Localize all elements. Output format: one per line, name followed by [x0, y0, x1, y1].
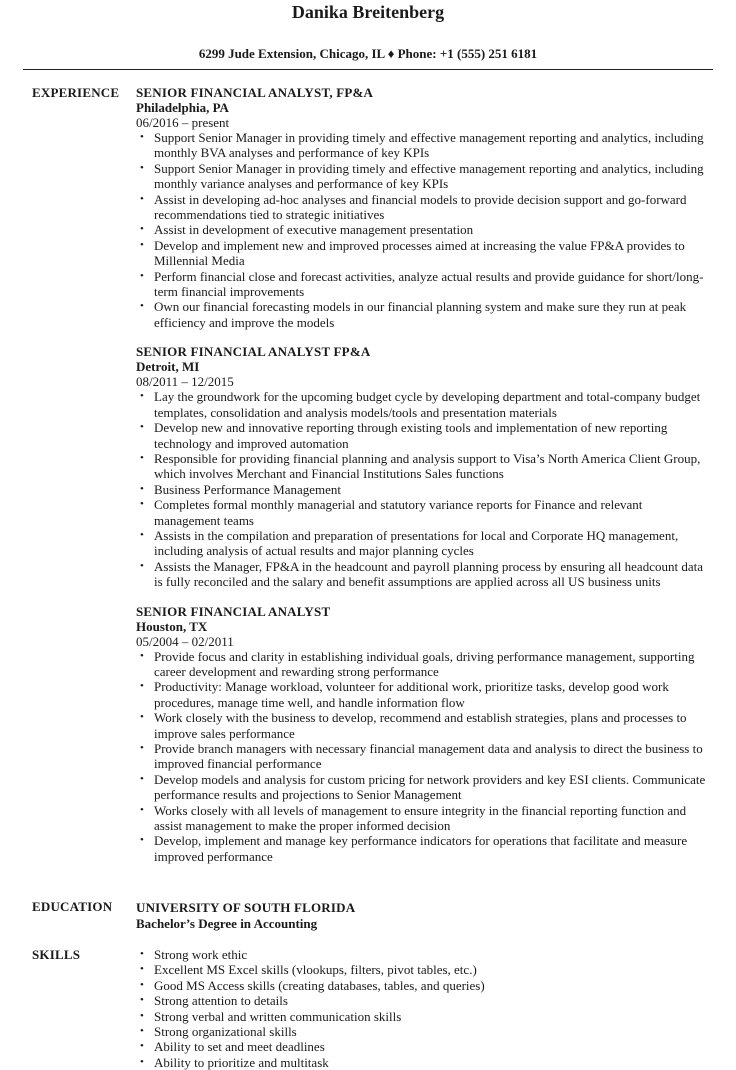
- job-title: SENIOR FINANCIAL ANALYST FP&A: [136, 344, 371, 360]
- bullet-icon: •: [140, 803, 144, 816]
- bullet-icon: •: [140, 161, 144, 174]
- resume-name: Danika Breitenberg: [291, 2, 445, 22]
- bullet-text: Works closely with all levels of management to ensure integrity in the financial reporting function and assist management to make the proper informed decision: [154, 802, 687, 834]
- skill-text: Good MS Access skills (creating databases, tables, and queries): [154, 977, 485, 993]
- bullet-icon: •: [140, 978, 144, 991]
- skills-heading: SKILLS: [32, 947, 81, 962]
- bullet-item: [136, 833, 711, 864]
- bullet-item: [136, 559, 711, 590]
- skill-item: [136, 993, 711, 1008]
- bullet-icon: •: [140, 223, 144, 236]
- bullet-icon: •: [140, 649, 144, 662]
- education-degree: Bachelor’s Degree in Accounting: [136, 916, 318, 931]
- bullet-item: [136, 269, 711, 300]
- bullet-icon: •: [140, 238, 144, 251]
- skill-item: [136, 1039, 711, 1054]
- bullet-item: [136, 238, 711, 269]
- contact-line: 6299 Jude Extension, Chicago, IL ♦ Phone: +1 (555) 251 6181: [198, 46, 538, 61]
- bullet-text: Support Senior Manager in providing timely and effective management reporting and analytics, including monthly variance analyses and performance of key KPIs: [154, 160, 704, 192]
- bullet-item: [136, 299, 711, 330]
- job-location: Philadelphia, PA: [136, 100, 229, 115]
- bullet-icon: •: [140, 994, 144, 1007]
- bullet-text: Responsible for providing financial planning and analysis support to Visa’s North America Client Group, which involves Merchant and Financial Institutions Sales functions: [154, 450, 701, 482]
- bullet-item: [136, 192, 711, 223]
- job-bullets: [136, 649, 711, 865]
- bullet-item: [136, 679, 711, 710]
- bullet-icon: •: [140, 963, 144, 976]
- bullet-icon: •: [140, 772, 144, 785]
- bullet-text: Develop models and analysis for custom pricing for network providers and key ESI clients. Communicate performance results and projections to Senior Management: [154, 771, 706, 803]
- job-title: SENIOR FINANCIAL ANALYST, FP&A: [136, 85, 374, 100]
- bullet-item: [136, 130, 711, 161]
- bullet-icon: •: [140, 131, 144, 143]
- bullet-icon: •: [140, 1025, 144, 1038]
- skill-text: Strong organizational skills: [154, 1024, 297, 1040]
- job-bullets: [136, 389, 711, 589]
- job-location: Detroit, MI: [136, 359, 200, 375]
- bullet-icon: •: [140, 1009, 144, 1022]
- bullet-icon: •: [140, 528, 144, 541]
- bullet-text: Completes formal monthly managerial and statutory variance reports for Finance and relevant management teams: [154, 497, 643, 528]
- bullet-text: Perform financial close and forecast activities, analyze actual results and provide guidance for short/long-term financial improvements: [154, 268, 704, 300]
- skill-item: [136, 1024, 711, 1039]
- education-heading: EDUCATION: [32, 899, 113, 914]
- education-body: [136, 899, 711, 932]
- bullet-icon: •: [140, 192, 144, 205]
- experience-list: [136, 85, 711, 878]
- skill-item: [136, 978, 711, 993]
- bullet-icon: •: [140, 559, 144, 572]
- bullet-icon: •: [140, 269, 144, 282]
- job-entry: [136, 344, 711, 589]
- bullet-text: Support Senior Manager in providing timely and effective management reporting and analytics, including monthly BVA analyses and performance of key KPIs: [154, 130, 704, 161]
- bullet-text: Work closely with the business to develop, recommend and establish strategies, plans and processes to improve sales performance: [154, 710, 687, 741]
- experience-heading: EXPERIENCE: [32, 85, 120, 100]
- bullet-item: [136, 528, 711, 559]
- bullet-item: [136, 161, 711, 192]
- skill-text: Ability to set and meet deadlines: [154, 1039, 325, 1055]
- bullet-text: Provide focus and clarity in establishing individual goals, driving performance management, supporting career development and rewarding strong performance: [154, 648, 695, 679]
- bullet-icon: •: [140, 421, 144, 434]
- skill-text: Strong attention to details: [154, 993, 288, 1009]
- bullet-text: Develop and implement new and improved processes aimed at increasing the value FP&A provides to Millennial Media: [154, 237, 685, 269]
- job-location: Houston, TX: [136, 618, 208, 634]
- bullet-item: [136, 497, 711, 528]
- bullet-text: Business Performance Management: [154, 481, 342, 497]
- header-divider: [23, 69, 713, 70]
- bullet-item: [136, 772, 711, 803]
- bullet-item: [136, 451, 711, 482]
- bullet-text: Assist in development of executive management presentation: [154, 222, 474, 238]
- bullet-item: [136, 420, 711, 451]
- bullet-item: [136, 389, 711, 420]
- bullet-icon: •: [140, 680, 144, 693]
- bullet-icon: •: [140, 300, 144, 313]
- bullet-item: [136, 710, 711, 741]
- job-dates: 05/2004 – 02/2011: [136, 633, 234, 649]
- job-dates: 08/2011 – 12/2015: [136, 374, 234, 390]
- skills-list: [136, 947, 711, 1070]
- bullet-icon: •: [140, 482, 144, 495]
- bullet-text: Develop, implement and manage key performance indicators for operations that facilitate and measure improved performance: [154, 833, 688, 864]
- bullet-item: [136, 803, 711, 834]
- skill-text: Ability to prioritize and multitask: [154, 1054, 329, 1070]
- job-dates: 06/2016 – present: [136, 115, 230, 130]
- bullet-icon: •: [140, 742, 144, 754]
- skill-item: [136, 962, 711, 977]
- bullet-text: Assist in developing ad-hoc analyses and financial models to provide decision support and go-forward recommendations tied to strategic initiatives: [154, 191, 687, 223]
- skill-item: [136, 947, 711, 962]
- bullet-icon: •: [140, 834, 144, 847]
- skills-body: [136, 947, 711, 1070]
- bullet-item: [136, 482, 711, 497]
- bullet-text: Lay the groundwork for the upcoming budget cycle by developing department and total-company budget templates, consolidation and analysis models/tools and presentation materials: [154, 389, 701, 420]
- bullet-text: Assists in the compilation and preparation of presentations for local and Corporate HQ management, including analysis of actual results and major planning cycles: [154, 527, 679, 559]
- bullet-icon: •: [140, 1055, 144, 1068]
- bullet-text: Develop new and innovative reporting through existing tools and implementation of new reporting technology and improved automation: [154, 420, 668, 451]
- bullet-text: Assists the Manager, FP&A in the headcount and payroll planning process by ensuring all headcount data is fully reconciled and the salary and benefit assumptions are applied across all US business units: [154, 558, 703, 590]
- bullet-icon: •: [140, 948, 144, 960]
- job-entry: [136, 604, 711, 865]
- bullet-icon: •: [140, 711, 144, 724]
- skill-text: Strong work ethic: [154, 947, 248, 962]
- skill-item: [136, 1009, 711, 1024]
- bullet-item: [136, 222, 711, 237]
- skill-text: Excellent MS Excel skills (vlookups, filters, pivot tables, etc.): [154, 962, 477, 978]
- bullet-item: [136, 741, 711, 772]
- bullet-icon: •: [140, 390, 144, 403]
- bullet-icon: •: [140, 451, 144, 464]
- bullet-text: Own our financial forecasting models in our financial planning system and make sure they run at peak efficiency and improve the models: [154, 299, 687, 330]
- bullet-text: Provide branch managers with necessary financial management data and analysis to direct the business to improved financial performance: [154, 741, 703, 772]
- job-title: SENIOR FINANCIAL ANALYST: [136, 603, 331, 619]
- bullet-icon: •: [140, 498, 144, 511]
- job-entry: [136, 85, 711, 330]
- skill-text: Strong verbal and written communication skills: [154, 1008, 402, 1024]
- bullet-text: Productivity: Manage workload, volunteer for additional work, prioritize tasks, develop good work procedures, manage time well, and handle information flow: [154, 679, 669, 710]
- job-bullets: [136, 130, 711, 330]
- skill-item: [136, 1055, 711, 1070]
- bullet-item: [136, 649, 711, 680]
- education-school: UNIVERSITY OF SOUTH FLORIDA: [136, 900, 356, 915]
- bullet-icon: •: [140, 1040, 144, 1053]
